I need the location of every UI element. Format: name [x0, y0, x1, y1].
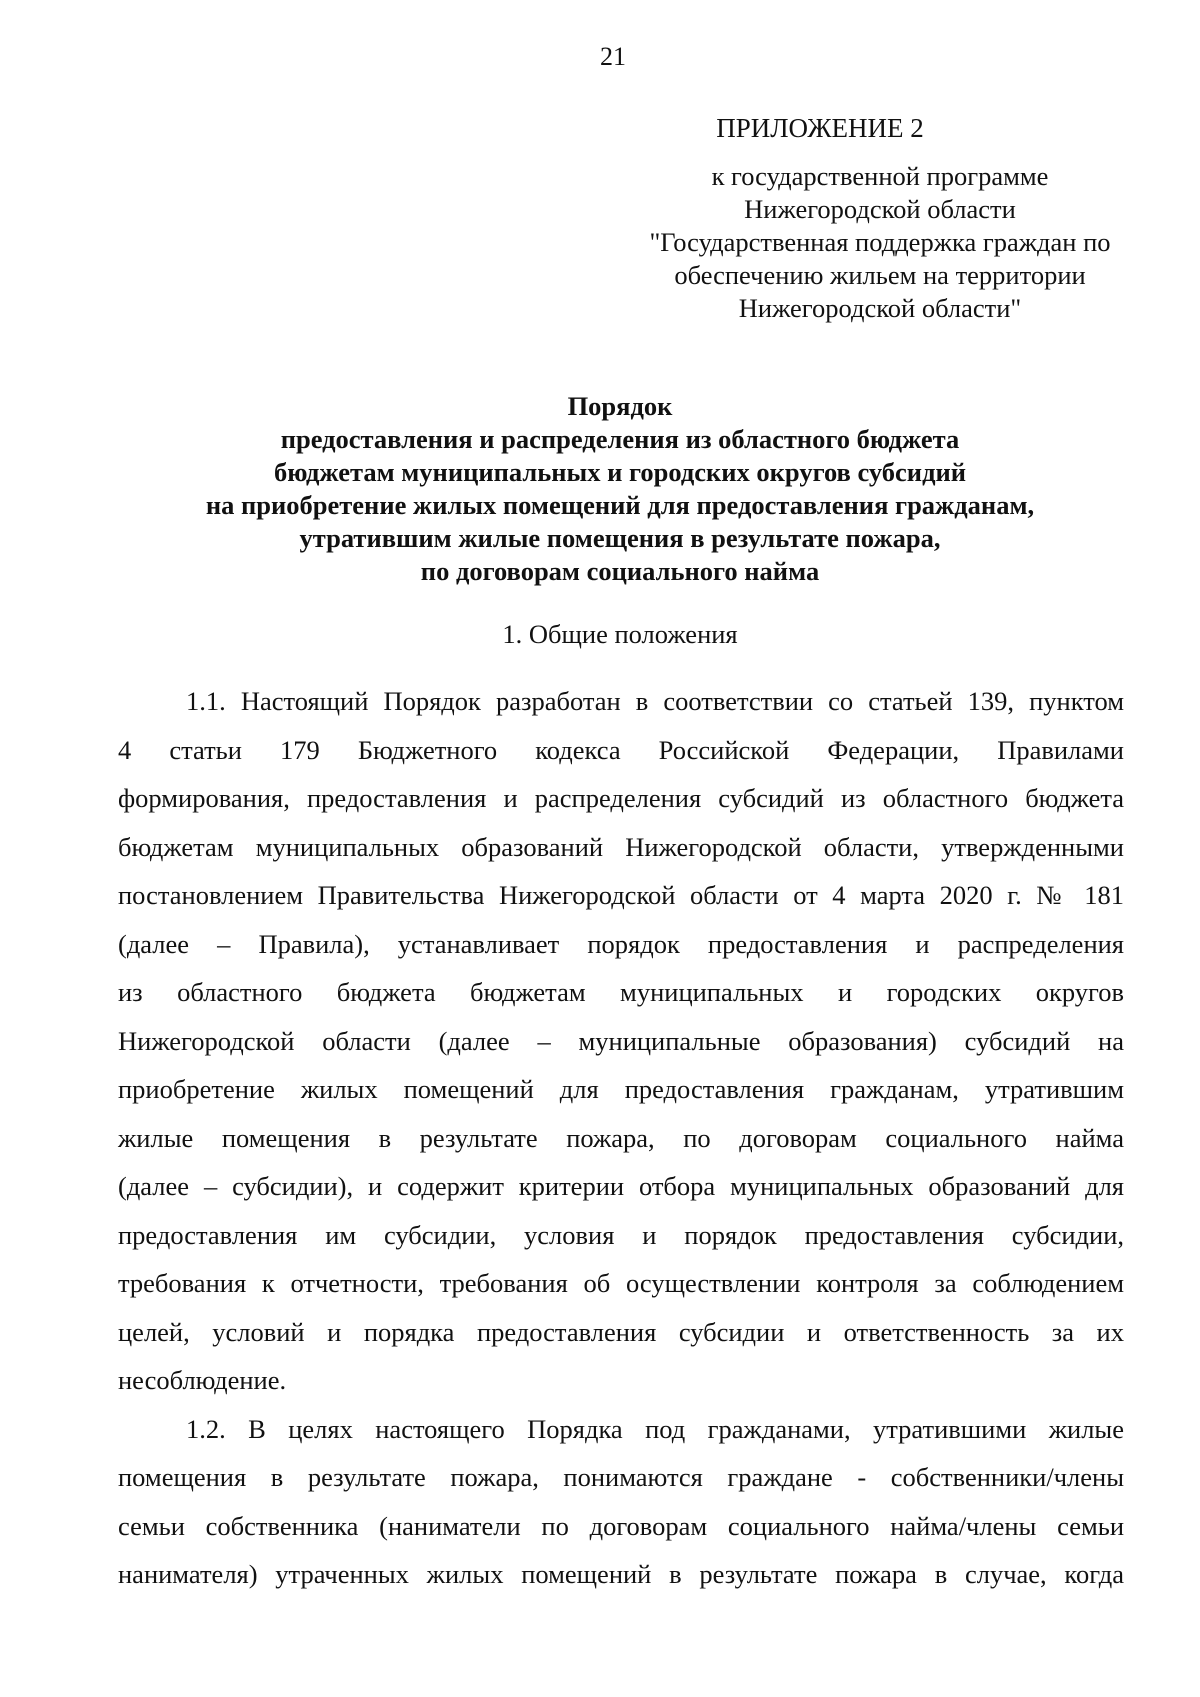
paragraph-line: жилые помещения в результате пожара, по договорам социального найма — [118, 1122, 1124, 1153]
section-heading: 1. Общие положения — [502, 619, 738, 649]
paragraph-line: помещения в результате пожара, понимаются граждане - собственники/члены — [118, 1462, 1124, 1492]
document-title-line: бюджетам муниципальных и городских округов субсидий — [273, 457, 967, 487]
document-title-line: на приобретение жилых помещений для предоставления гражданам, — [205, 490, 1035, 520]
document-title-line: Порядок — [567, 391, 673, 421]
paragraph-line: Нижегородской области (далее – муниципальные образования) субсидий на — [118, 1025, 1124, 1056]
paragraph-line: 4 статьи 179 Бюджетного кодекса Российской Федерации, Правилами — [118, 734, 1124, 765]
document-title-line: предоставления и распределения из областного бюджета — [280, 424, 960, 454]
paragraph-line: целей, условий и порядка предоставления субсидии и ответственность за их — [118, 1316, 1124, 1347]
paragraph-line: из областного бюджета бюджетам муниципальных и городских округов — [118, 977, 1124, 1007]
paragraph-line: бюджетам муниципальных образований Нижегородской области, утвержденными — [118, 831, 1124, 862]
paragraph-line: (далее – Правила), устанавливает порядок предоставления и распределения — [118, 928, 1124, 959]
paragraph-line: нанимателя) утраченных жилых помещений в результате пожара в случае, когда — [118, 1559, 1124, 1589]
document-body — [118, 677, 1124, 1599]
paragraph-line: постановлением Правительства Нижегородской области от 4 марта 2020 г. № 181 — [118, 880, 1124, 910]
appendix-reference-line: Нижегородской области" — [738, 293, 1022, 323]
appendix-reference-line: к государственной программе — [711, 161, 1049, 191]
document-title-line: утратившим жилые помещения в результате пожара, — [299, 523, 941, 553]
paragraph-line: 1.1. Настоящий Порядок разработан в соответствии со статьей 139, пунктом — [186, 686, 1124, 716]
appendix-reference — [600, 160, 1160, 325]
paragraph-line: требования к отчетности, требования об осуществлении контроля за соблюдением — [118, 1268, 1124, 1298]
document-title — [120, 390, 1120, 588]
paragraph-1-2 — [118, 1405, 1124, 1599]
appendix-reference-line: Нижегородской области — [744, 194, 1016, 224]
appendix-title: ПРИЛОЖЕНИЕ 2 — [716, 113, 924, 143]
paragraph-line: несоблюдение. — [118, 1365, 287, 1395]
paragraph-1-1 — [118, 677, 1124, 1405]
paragraph-line: семьи собственника (наниматели по договорам социального найма/члены семьи — [118, 1510, 1124, 1541]
document-title-line: по договорам социального найма — [420, 556, 820, 586]
paragraph-line: (далее – субсидии), и содержит критерии отбора муниципальных образований для — [118, 1171, 1124, 1201]
page-number: 21 — [600, 42, 626, 71]
paragraph-line: приобретение жилых помещений для предоставления гражданам, утратившим — [118, 1074, 1124, 1104]
appendix-reference-line: обеспечению жильем на территории — [674, 260, 1086, 290]
paragraph-line: 1.2. В целях настоящего Порядка под гражданами, утратившими жилые — [186, 1413, 1124, 1444]
paragraph-line: формирования, предоставления и распределения субсидий из областного бюджета — [118, 783, 1124, 813]
appendix-reference-line: "Государственная поддержка граждан по — [649, 227, 1111, 257]
paragraph-line: предоставления им субсидии, условия и порядок предоставления субсидии, — [118, 1219, 1124, 1250]
